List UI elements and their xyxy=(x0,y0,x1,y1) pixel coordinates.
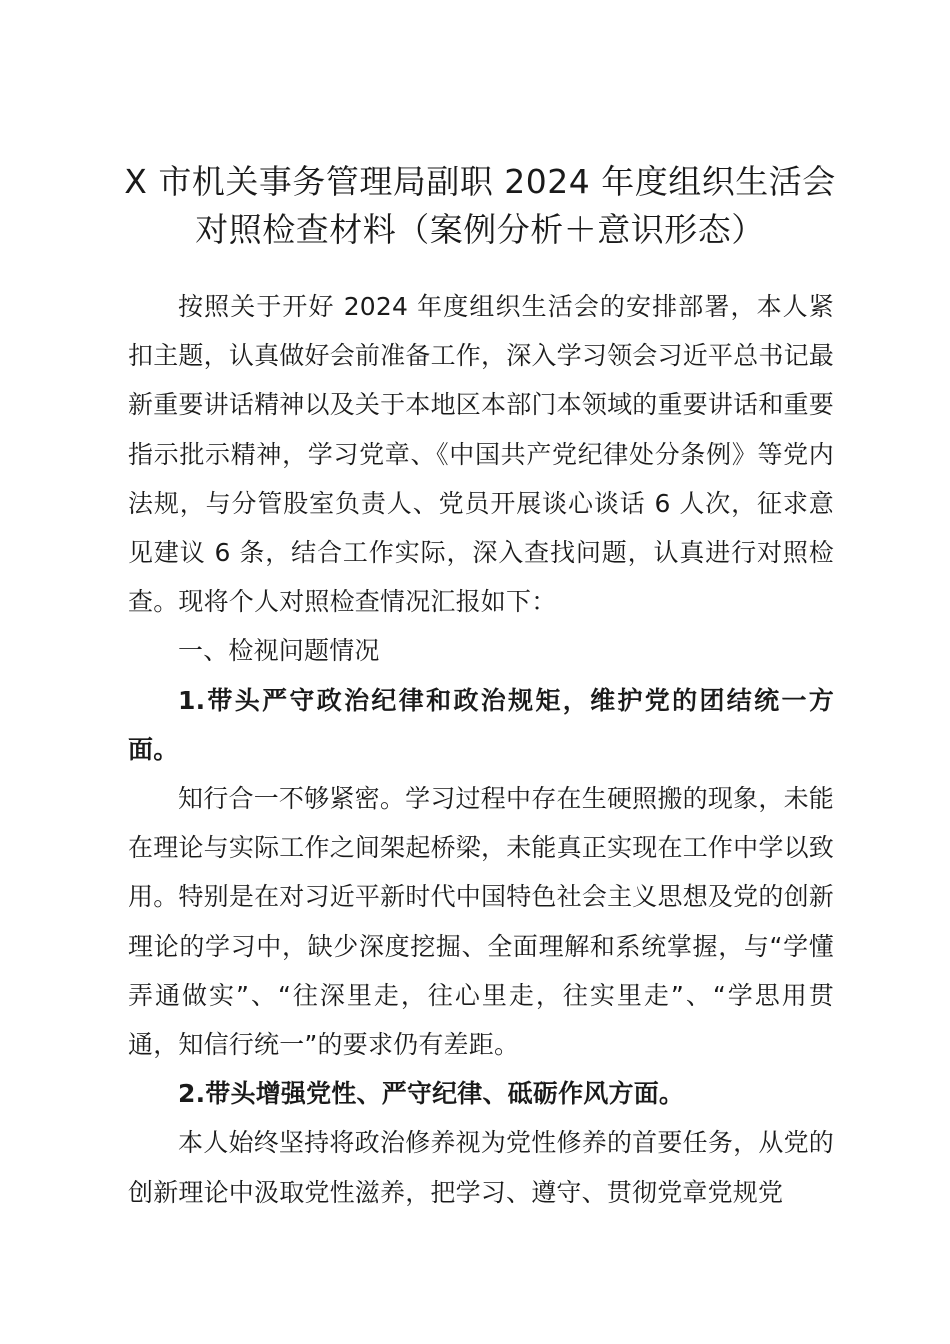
subsection-heading-1: 1.带头严守政治纪律和政治规矩，维护党的团结统一方面。 xyxy=(128,685,834,764)
section-heading-1: 一、检视问题情况 xyxy=(178,636,380,666)
body-paragraph-2: 本人始终坚持将政治修养视为党性修养的首要任务，从党的创新理论中汲取党性滋养，把学习、遵守、贯彻党章党规党 xyxy=(128,1128,834,1207)
subsection-heading-2: 2.带头增强党性、严守纪律、砥砺作风方面。 xyxy=(178,1079,685,1109)
document-body xyxy=(128,282,834,1217)
document-title: X 市机关事务管理局副职 2024 年度组织生活会对照检查材料（案例分析＋意识形态） xyxy=(124,162,836,249)
body-paragraph-1: 知行合一不够紧密。学习过程中存在生硬照搬的现象，未能在理论与实际工作之间架起桥梁，未能真正实现在工作中学以致用。特别是在对习近平新时代中国特色社会主义思想及党的创新理论的学习中，缺少深度挖掘、全面理解和系统掌握，与“学懂弄通做实”、“往深里走，往心里走，往实里走”、“学思用贯通，知信行统一”的要求仍有差距。 xyxy=(128,784,834,1060)
intro-paragraph: 按照关于开好 2024 年度组织生活会的安排部署，本人紧扣主题，认真做好会前准备工作，深入学习领会习近平总书记最新重要讲话精神以及关于本地区本部门本领域的重要讲话和重要指示批示精神，学习党章、《中国共产党纪律处分条例》等党内法规，与分管股室负责人、党员开展谈心谈话 6 人次，征求意见建议 6 条，结合工作实际，深入查找问题，认真进行对照检查。现将个人对照检查情况汇报如下： xyxy=(128,292,834,617)
